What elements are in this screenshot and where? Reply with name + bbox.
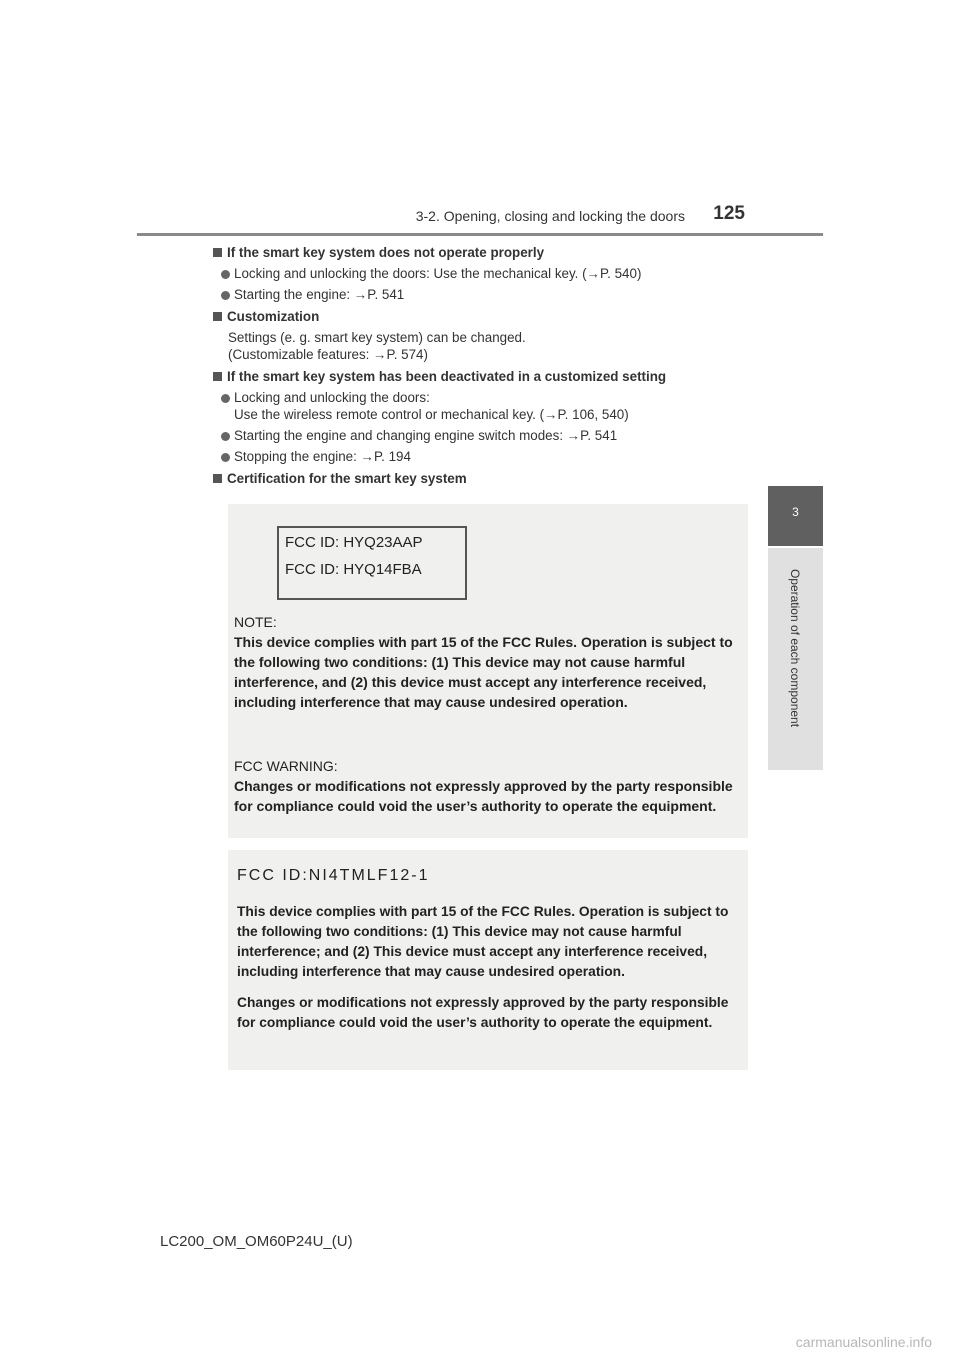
page-header [137,200,823,234]
header-rule [137,233,823,236]
fcc-id: FCC ID: HYQ23AAP [285,534,423,551]
fcc-certification-label-2 [228,850,748,1070]
circle-bullet-icon [221,394,230,403]
document-code: LC200_OM_OM60P24U_(U) [160,1233,353,1250]
heading-text: If the smart key system does not operate properly [227,245,545,260]
circle-bullet-icon [221,453,230,462]
list-item [221,448,773,465]
paragraph-line: (Customizable features: →P. 574) [228,347,428,362]
square-bullet-icon [213,372,222,381]
chapter-tab-number: 3 [768,486,823,546]
section-heading [213,368,773,385]
circle-bullet-icon [221,270,230,279]
warning-title: FCC WARNING: [234,758,338,774]
circle-bullet-icon [221,291,230,300]
page-number: 125 [713,203,745,224]
square-bullet-icon [213,312,222,321]
square-bullet-icon [213,474,222,483]
fcc-id: FCC ID: HYQ14FBA [285,561,422,578]
fcc-id-box [277,526,467,600]
list-item [221,286,773,303]
list-item-text: Starting the engine: →P. 541 [234,287,405,302]
note-body: This device complies with part 15 of the FCC Rules. Operation is subject to the following two conditions: (1) This device may not cause harmful interference, and (2) this device must accept any interference received, including interference that may cause undesired operation. [234,634,733,710]
heading-text: If the smart key system has been deactivated in a customized setting [227,369,667,384]
paragraph-line: Settings (e. g. smart key system) can be changed. [228,330,526,345]
chapter-tab-label: Operation of each component [788,568,802,728]
list-item [221,265,773,282]
list-item-text: Locking and unlocking the doors: Use the mechanical key. (→P. 540) [234,266,642,281]
list-item [221,389,773,423]
list-item-text: Use the wireless remote control or mechanical key. (→P. 106, 540) [234,407,629,422]
fcc-id: FCC ID:NI4TMLF12-1 [237,867,430,884]
section-heading [213,308,773,325]
section-heading [213,244,773,261]
watermark: carmanualsonline.info [795,1334,932,1350]
circle-bullet-icon [221,432,230,441]
list-item-text: Stopping the engine: →P. 194 [234,449,411,464]
square-bullet-icon [213,248,222,257]
fcc-certification-label-1 [228,504,748,838]
note-title: NOTE: [234,614,277,630]
fcc-body: This device complies with part 15 of the FCC Rules. Operation is subject to the following two conditions: (1) This device may not cause harmful interference; and (2) This device must accept any interference received, including interference that may cause undesired operation. [237,904,729,979]
list-item-text: Starting the engine and changing engine switch modes: →P. 541 [234,428,618,443]
list-item [221,427,773,444]
fcc-body: Changes or modifications not expressly approved by the party responsible for compliance could void the user’s authority to operate the equipment. [237,995,729,1030]
paragraph [228,329,773,363]
heading-text: Customization [227,309,320,324]
section-title: 3-2. Opening, closing and locking the doors [415,208,685,224]
list-item-text: Locking and unlocking the doors: [234,390,430,405]
warning-body: Changes or modifications not expressly approved by the party responsible for compliance could void the user’s authority to operate the equipment. [234,778,733,814]
heading-text: Certification for the smart key system [227,471,467,486]
page-content [213,244,773,487]
section-heading [213,470,773,487]
